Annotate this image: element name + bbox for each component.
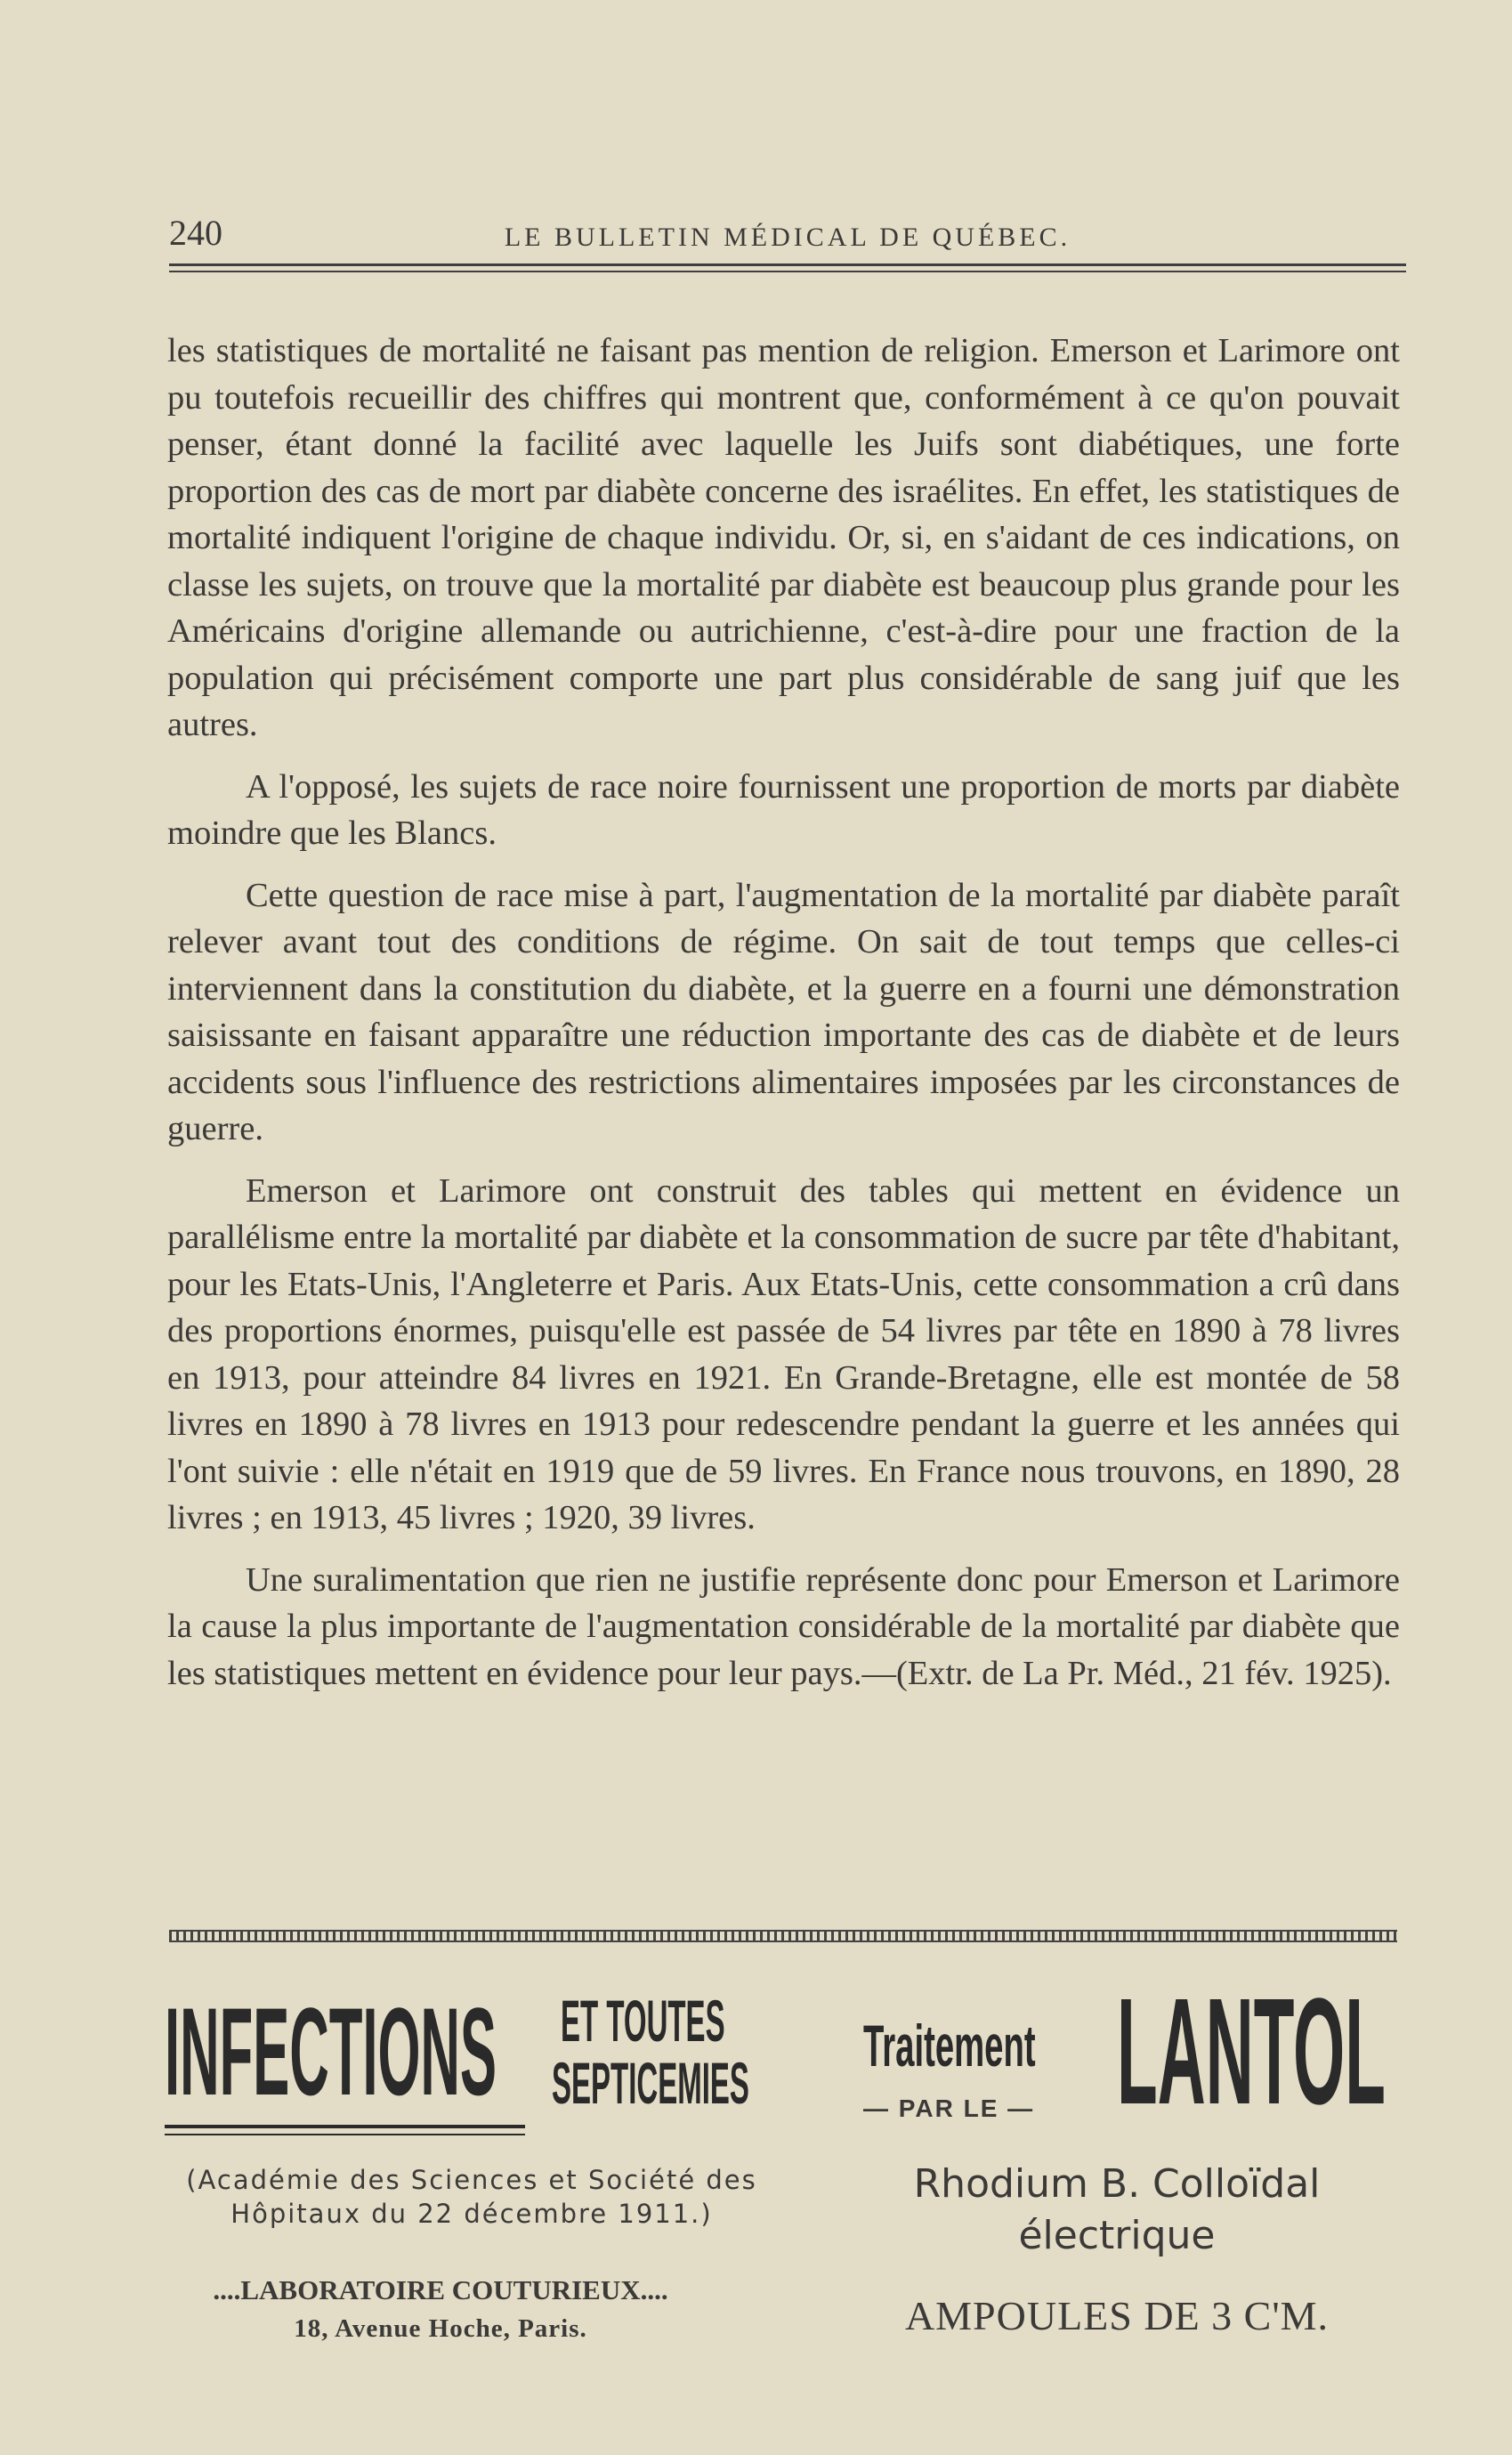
ad-product-line: électrique [1018, 2213, 1216, 2258]
ad-subheadline: ET TOUTES [561, 1988, 725, 2054]
ad-par-le: — PAR LE — [863, 2094, 1035, 2122]
header-rule [169, 263, 1406, 272]
ad-subheadline: SEPTICEMIES [552, 2050, 749, 2116]
advertisement-lantol [828, 1967, 1406, 2354]
page-header [169, 212, 1406, 256]
ad-headline: INFECTIONS [165, 1981, 497, 2121]
ad-laboratory: ....LABORATOIRE COUTURIEUX.... [213, 2274, 668, 2305]
article-body [167, 328, 1400, 1712]
ad-rule [165, 2125, 525, 2135]
ad-product-line: Rhodium B. Colloïdal [913, 2161, 1321, 2207]
paragraph: Cette question de race mise à part, l'augmentation de la mortalité par diabète paraît relever avant tout des conditions de régime. On sait de tout temps que celles-ci interviennent dans la constitution du diabète, et la guerre en a fourni une démonstration saisissante en faisant apparaître une réduction importante des cas de diabète et de leurs accidents sous l'influence des restrictions alimentaires imposées par les circonstances de guerre. [167, 876, 1400, 1147]
advertisement-infections [165, 1972, 805, 2354]
ad-traitement: Traitement [863, 2013, 1036, 2078]
ad-separator-rule [169, 1930, 1397, 1942]
ad-product [828, 2159, 1406, 2262]
page-number: 240 [169, 213, 222, 253]
ad-address: 18, Avenue Hoche, Paris. [294, 2314, 587, 2343]
paragraph: les statistiques de mortalité ne faisant pas mention de religion. Emerson et Larimore ont pu toutefois recueillir des chiffres qui montrent que, conformément à ce qu'on pouvait penser, étant donné la facilité avec laquelle les Juifs sont diabétiques, une forte proportion des cas de mort par diabète concerne des israélites. En effet, les statistiques de mortalité indiquent l'origine de chaque individu. Or, si, en s'aidant de ces indications, on classe les sujets, on trouve que la mortalité par diabète est beaucoup plus grande pour les Américains d'origine allemande ou autrichienne, c'est-à-dire pour une fraction de la population qui précisément comporte une part plus considérable de sang juif que les autres. [167, 332, 1400, 743]
ad-brand: LANTOL [1117, 1967, 1386, 2136]
paragraph: Une suralimentation que rien ne justifie représente donc pour Emerson et Larimore la cause la plus importante de l'augmentation considérable de la mortalité par diabète que les statistiques mettent en évidence pour leur pays.—(Extr. de La Pr. Méd., 21 fév. 1925). [167, 1560, 1400, 1692]
ad-reference: (Académie des Sciences et Société des Hôpitaux du 22 décembre 1911.) [186, 2165, 757, 2229]
ad-ampoules: AMPOULES DE 3 C'M. [904, 2293, 1330, 2338]
paragraph: Emerson et Larimore ont construit des tables qui mettent en évidence un parallélisme entre la mortalité par diabète et la consommation de sucre par tête d'habitant, pour les Etats-Unis, l'Angleterre et Paris. Aux Etats-Unis, cette consommation a crû dans des proportions énormes, puisqu'elle est passée de 54 livres par tête en 1890 à 78 livres en 1913, pour atteindre 84 livres en 1921. En Grande-Bretagne, elle est montée de 58 livres en 1890 à 78 livres en 1913 pour redescendre pendant la guerre et les années qui l'ont suivie : elle n'était en 1919 que de 59 livres. En France nous trouvons, en 1890, 28 livres ; en 1913, 45 livres ; 1920, 39 livres. [167, 1171, 1400, 1536]
running-title: LE BULLETIN MÉDICAL DE QUÉBEC. [504, 223, 1071, 252]
paragraph: A l'opposé, les sujets de race noire fournissent une proportion de morts par diabète moindre que les Blancs. [167, 767, 1400, 852]
